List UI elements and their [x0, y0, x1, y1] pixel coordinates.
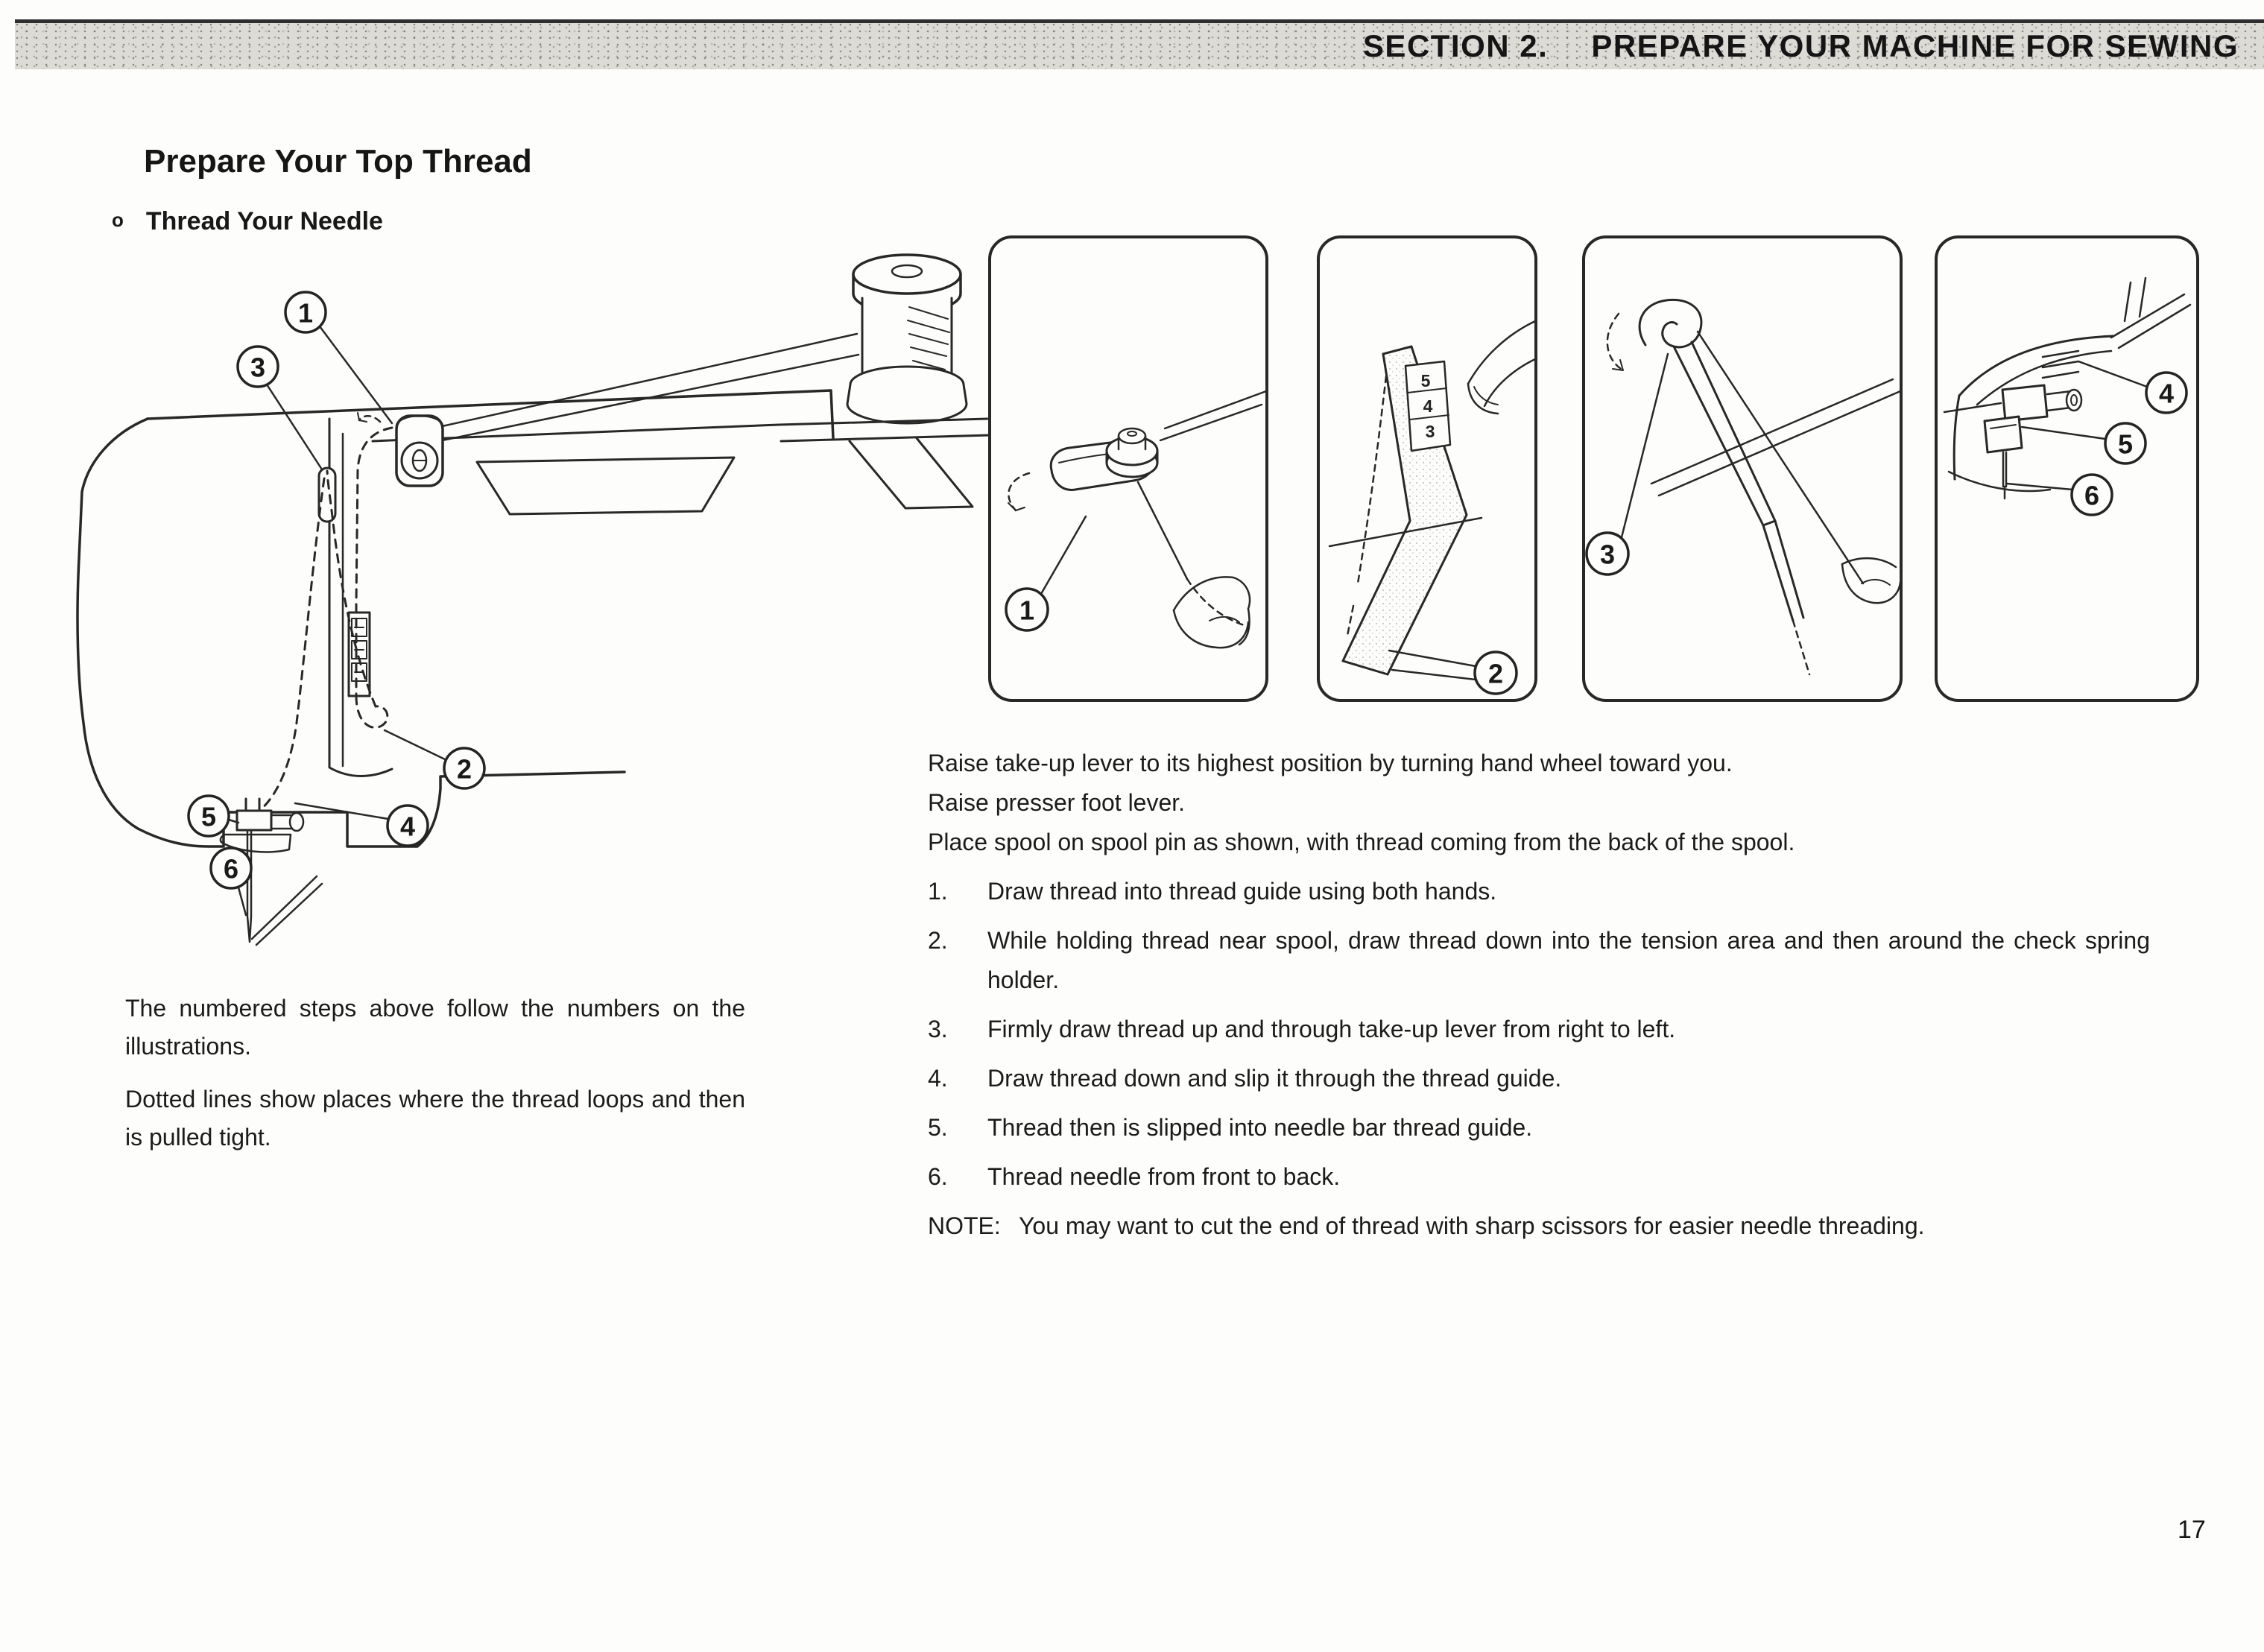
note-text: You may want to cut the end of thread with sharp scissors for easier needle threading.	[1019, 1212, 1925, 1239]
step-number: 6.	[928, 1163, 948, 1190]
callout-2-number: 2	[456, 753, 472, 785]
callout-1-badge	[1006, 589, 1048, 630]
detail-panel-thread-guide	[986, 233, 1271, 704]
needle-bar-thread-guide	[1985, 417, 2022, 452]
tension-number-4: 4	[1423, 396, 1433, 416]
tension-number-5: 5	[1420, 371, 1431, 390]
callout-5-badge	[2105, 423, 2146, 463]
step-text: Draw thread into thread guide using both hands.	[987, 878, 1497, 905]
callout-2-badge	[444, 748, 484, 788]
callout-4-number: 4	[399, 811, 416, 842]
numbered-steps	[928, 872, 2241, 1197]
callout-5-number: 5	[2117, 428, 2134, 460]
rotation-arrow-dashed	[1008, 473, 1029, 510]
sub-heading-label: Thread Your Needle	[145, 207, 383, 235]
section-label: SECTION 2.	[1362, 28, 1549, 63]
main-threading-illustration	[60, 246, 999, 984]
callout-leader-4	[2078, 361, 2147, 387]
callout-3-number: 3	[1599, 539, 1616, 570]
callout-leader-5	[2022, 427, 2105, 439]
callout-4-badge	[388, 806, 428, 846]
step-text: Draw thread down and slip it through the thread guide.	[987, 1065, 1562, 1092]
step-number: 3.	[928, 1016, 948, 1042]
hand-sketch	[1174, 577, 1250, 648]
step-number: 2.	[928, 927, 948, 954]
callout-1-badge	[285, 292, 326, 332]
callout-6-number: 6	[223, 853, 239, 884]
needle-clamp	[1985, 385, 2081, 452]
thread-guide-plate	[1051, 428, 1157, 490]
step-item	[928, 1157, 2241, 1197]
rotation-arrow-dashed	[1607, 314, 1623, 370]
callout-3-badge	[1587, 533, 1628, 575]
callout-leader	[1389, 651, 1476, 680]
step-text: Thread needle from front to back.	[987, 1163, 1341, 1190]
note-label: NOTE:	[928, 1212, 1001, 1239]
spool-icon	[847, 255, 967, 423]
step-text: While holding thread near spool, draw thread down into the tension area and then around the check spring holder.	[987, 927, 2150, 993]
callout-3-badge	[238, 346, 278, 387]
needle-bar-thread-guide	[237, 811, 271, 830]
bullet-icon: o	[112, 209, 124, 231]
callout-4-badge	[2146, 373, 2186, 413]
step-number: 5.	[928, 1114, 948, 1141]
step-number: 4.	[928, 1065, 948, 1092]
callout-4-number: 4	[2158, 378, 2175, 409]
callout-3-number: 3	[250, 352, 266, 383]
thread-dashed-end	[1347, 606, 1353, 636]
callout-2-number: 2	[1487, 658, 1504, 689]
callout-1-number: 1	[1019, 595, 1035, 626]
thread-down-line	[1138, 482, 1187, 579]
callout-leader	[1041, 516, 1086, 594]
tension-number-3: 3	[1425, 422, 1435, 441]
thread-dashed	[1358, 376, 1386, 583]
step-item	[928, 921, 2241, 1000]
callout-2-badge	[1475, 652, 1517, 694]
callout-5-badge	[189, 796, 229, 836]
left-note-paragraph: Dotted lines show places where the thread loops and then is pulled tight.	[125, 1086, 745, 1151]
step-text: Firmly draw thread up and through take-up lever from right to left.	[987, 1016, 1676, 1042]
step-item	[928, 1108, 2241, 1148]
callout-6-badge	[2072, 475, 2112, 515]
callout-leader-6	[2007, 484, 2072, 490]
tension-dial-block	[349, 613, 370, 696]
sub-heading	[112, 207, 383, 236]
machine-edge-lines	[1651, 379, 1900, 496]
tension-unit	[1343, 346, 1467, 674]
note-row	[928, 1206, 2241, 1246]
fabric-line	[1949, 472, 2050, 491]
needle	[1949, 452, 2050, 499]
step-item	[928, 1010, 2241, 1049]
callout-5-number: 5	[200, 801, 217, 832]
thread-guide-assembly	[358, 413, 443, 486]
intro-line: Raise take-up lever to its highest position by turning hand wheel toward you.	[928, 750, 1733, 776]
intro-line: Raise presser foot lever.	[928, 789, 1186, 816]
callout-leader	[1622, 354, 1668, 537]
hand-sketch	[1468, 321, 1537, 414]
step-number: 1.	[928, 878, 948, 905]
step-text: Thread then is slipped into needle bar thread guide.	[987, 1114, 1533, 1141]
page-title: Prepare Your Top Thread	[144, 143, 532, 180]
callout-6-number: 6	[2084, 480, 2100, 511]
section-title-text: PREPARE YOUR MACHINE FOR SEWING	[1591, 28, 2239, 63]
section-header-band	[15, 19, 2264, 69]
step-item	[928, 872, 2241, 911]
section-title	[1363, 28, 2264, 64]
detail-panel-needle-area	[1932, 233, 2201, 704]
instructions-column	[928, 744, 2241, 1246]
left-notes	[125, 990, 745, 1156]
take-up-lever	[1639, 300, 1809, 674]
detail-panel-tension-area	[1315, 233, 1540, 704]
page-number: 17	[2178, 1516, 2206, 1544]
step-item	[928, 1059, 2241, 1098]
thread-lines	[1160, 391, 1266, 440]
callout-1-number: 1	[297, 297, 314, 329]
detail-panel-take-up-lever	[1580, 233, 1905, 704]
left-note-paragraph: The numbered steps above follow the numbers on the illustrations.	[125, 995, 745, 1060]
callout-6-badge	[211, 848, 251, 888]
intro-line: Place spool on spool pin as shown, with thread coming from the back of the spool.	[928, 829, 1795, 855]
machine-body-outline	[78, 390, 990, 846]
thread-line	[1698, 332, 1863, 583]
